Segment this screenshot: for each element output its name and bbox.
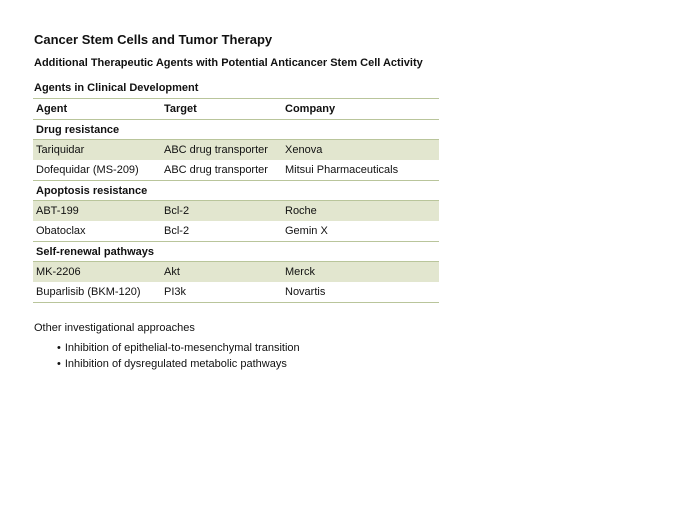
agent-cell: Dofequidar (MS-209) xyxy=(33,160,161,181)
agent-cell: ABT-199 xyxy=(33,201,161,222)
agent-cell: Buparlisib (BKM-120) xyxy=(33,282,161,303)
agents-table xyxy=(33,98,439,303)
bullet-icon: • xyxy=(57,358,61,370)
group-row xyxy=(33,242,439,262)
target-cell: Akt xyxy=(161,262,282,283)
table-row xyxy=(33,201,439,222)
table-row xyxy=(33,160,439,181)
company-cell: Mitsui Pharmaceuticals xyxy=(282,160,439,181)
header-target: Target xyxy=(161,99,282,120)
bullet-icon: • xyxy=(57,342,61,354)
company-cell: Merck xyxy=(282,262,439,283)
page-subtitle: Additional Therapeutic Agents with Potential Anticancer Stem Cell Activity xyxy=(34,57,423,69)
target-cell: ABC drug transporter xyxy=(161,160,282,181)
list-item-text: Inhibition of dysregulated metabolic pathways xyxy=(64,358,287,370)
page-title: Cancer Stem Cells and Tumor Therapy xyxy=(34,32,273,47)
table-header-row xyxy=(33,99,439,120)
other-approaches-heading: Other investigational approaches xyxy=(34,322,195,334)
target-cell: ABC drug transporter xyxy=(161,140,282,161)
target-cell: Bcl-2 xyxy=(161,221,282,242)
table-row xyxy=(33,221,439,242)
group-label: Self-renewal pathways xyxy=(36,245,154,258)
header-company: Company xyxy=(282,99,439,120)
company-cell: Novartis xyxy=(282,282,439,303)
other-approaches-list xyxy=(57,340,300,372)
list-item xyxy=(57,340,300,356)
agent-cell: Tariquidar xyxy=(33,140,161,161)
group-row xyxy=(33,120,439,140)
company-cell: Roche xyxy=(282,201,439,222)
table-row xyxy=(33,262,439,283)
list-item xyxy=(57,356,300,372)
agent-cell: Obatoclax xyxy=(33,221,161,242)
target-cell: Bcl-2 xyxy=(161,201,282,222)
target-cell: PI3k xyxy=(161,282,282,303)
header-agent: Agent xyxy=(33,99,161,120)
section-label: Agents in Clinical Development xyxy=(34,82,199,94)
table-row xyxy=(33,282,439,303)
table-row xyxy=(33,140,439,161)
agent-cell: MK-2206 xyxy=(33,262,161,283)
group-row xyxy=(33,181,439,201)
company-cell: Gemin X xyxy=(282,221,439,242)
list-item-text: Inhibition of epithelial-to-mesenchymal transition xyxy=(64,342,300,354)
group-label: Apoptosis resistance xyxy=(36,184,148,197)
company-cell: Xenova xyxy=(282,140,439,161)
group-label: Drug resistance xyxy=(36,123,120,136)
